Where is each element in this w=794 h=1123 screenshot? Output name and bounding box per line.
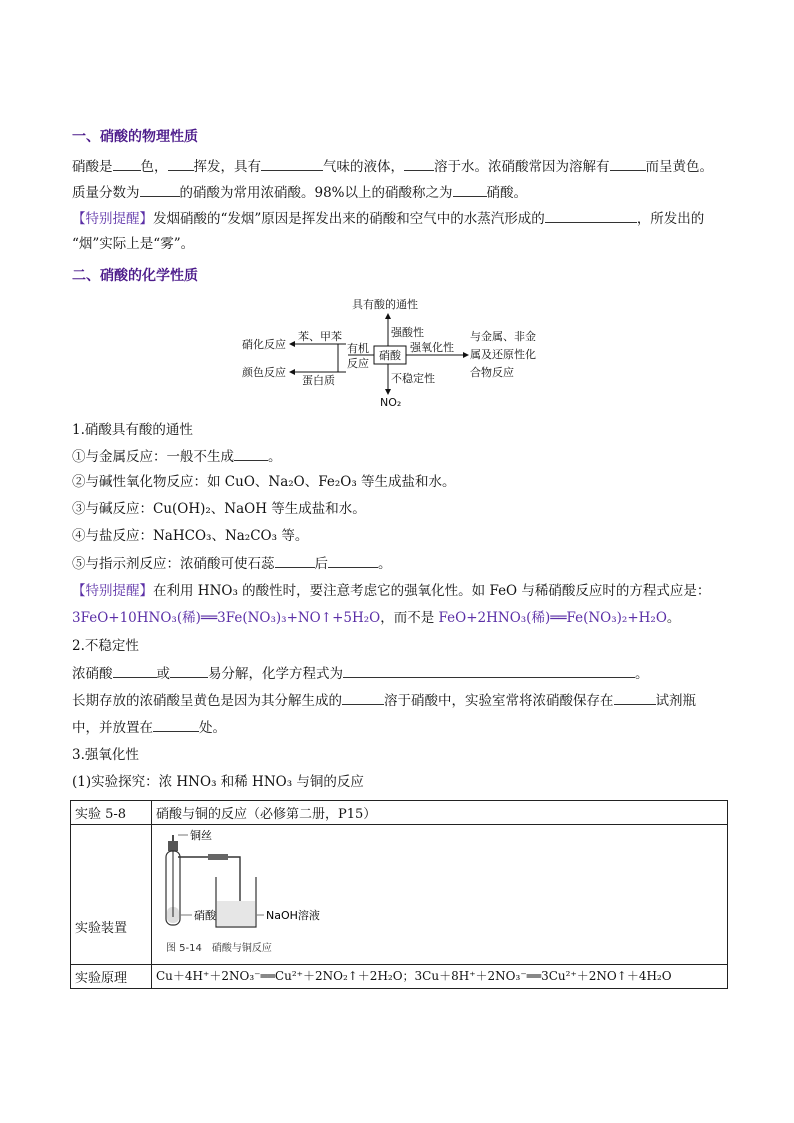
fig-label-naoh: NaOH溶液 xyxy=(266,909,320,922)
correct-equation: 3FeO+10HNO₃(稀)══3Fe(NO₃)₃+NO↑+5H₂O xyxy=(72,610,381,626)
part2-title: 2.不稳定性 xyxy=(72,638,139,654)
blank[interactable] xyxy=(113,663,157,678)
part1-title: 1.硝酸具有酸的通性 xyxy=(72,422,193,438)
diagram-right-text-2: 属及还原性化 xyxy=(470,348,536,361)
table-cell: 实验 5-8 xyxy=(71,801,152,825)
nitric-acid-properties-diagram xyxy=(240,296,560,412)
table-row xyxy=(71,965,728,989)
table-row xyxy=(71,801,728,825)
table-cell: 实验原理 xyxy=(71,965,152,989)
diagram-center: 硝酸 xyxy=(379,349,401,362)
fig-caption: 图 5-14 硝酸与铜反应 xyxy=(166,943,272,954)
diagram-bottom: NO₂ xyxy=(380,396,402,409)
blank[interactable] xyxy=(168,156,194,171)
blank[interactable] xyxy=(113,156,141,171)
part1-item1: ①与金属反应：一般不生成 。 xyxy=(72,446,282,467)
part1-item4: ④与盐反应：NaHCO₃、Na₂CO₃ 等。 xyxy=(72,528,309,544)
apparatus-figure-cell xyxy=(152,825,728,965)
blank[interactable] xyxy=(343,663,635,678)
section2-title: 二、硝酸的化学性质 xyxy=(72,268,198,284)
part2-line2: 长期存放的浓硝酸呈黄色是因为其分解生成的 溶于硝酸中，实验室常将浓硝酸保存在 试剂瓶 xyxy=(72,690,696,711)
diagram-right-text-1: 与金属、非金 xyxy=(470,330,536,343)
section1-tip: 【特别提醒】发烟硝酸的“发烟”原因是挥发出来的硝酸和空气中的水蒸汽形成的 ，所发出的 xyxy=(72,208,704,229)
fig-label-acid: 硝酸 xyxy=(194,909,216,922)
diagram-left-box-1: 有机 xyxy=(347,342,369,355)
diagram-right-text-3: 合物反应 xyxy=(470,366,514,379)
experiment-table xyxy=(70,800,728,989)
diagram-up-label: 强酸性 xyxy=(391,326,424,339)
section1-title: 一、硝酸的物理性质 xyxy=(72,129,198,145)
blank[interactable] xyxy=(234,446,268,461)
apparatus-figure xyxy=(156,827,356,959)
part2-line1: 浓硝酸 或 易分解，化学方程式为 。 xyxy=(72,663,649,684)
tip-label: 【特别提醒】 xyxy=(72,211,153,227)
tip-label: 【特别提醒】 xyxy=(72,583,153,599)
section1-paragraph2: 质量分数为 的硝酸为常用浓硝酸。98%以上的硝酸称之为 硝酸。 xyxy=(72,182,527,203)
diagram-left-1: 硝化反应 xyxy=(242,338,286,351)
blank[interactable] xyxy=(545,208,637,223)
blank[interactable] xyxy=(328,553,378,568)
diagram-down-label: 不稳定性 xyxy=(391,372,435,385)
part1-equation: 3FeO+10HNO₃(稀)══3Fe(NO₃)₃+NO↑+5H₂O，而不是 FeO+2HNO₃(稀)══Fe(NO₃)₂+H₂O。 xyxy=(72,610,681,626)
blank[interactable] xyxy=(610,156,646,171)
blank[interactable] xyxy=(153,717,199,732)
fig-label-wire: 铜丝 xyxy=(190,829,212,842)
part1-item3: ③与碱反应：Cu(OH)₂、NaOH 等生成盐和水。 xyxy=(72,501,366,517)
diagram-right-label: 强氧化性 xyxy=(410,341,454,354)
blank[interactable] xyxy=(614,690,656,705)
blank[interactable] xyxy=(140,182,180,197)
blank[interactable] xyxy=(404,156,434,171)
diagram-left-2: 颜色反应 xyxy=(242,366,286,379)
blank[interactable] xyxy=(275,553,315,568)
part3-title: 3.强氧化性 xyxy=(72,747,139,763)
diagram-left-box-2: 反应 xyxy=(347,357,369,370)
diagram-top: 具有酸的通性 xyxy=(352,298,418,311)
part2-line3: 中，并放置在 处。 xyxy=(72,717,226,738)
part1-tip: 【特别提醒】在利用 HNO₃ 的酸性时，要注意考虑它的强氧化性。如 FeO 与稀硝酸反应时的方程式应是： xyxy=(72,583,711,599)
blank[interactable] xyxy=(342,690,384,705)
table-cell: 实验装置 xyxy=(71,825,152,965)
diagram-left-2-reagent: 蛋白质 xyxy=(302,374,335,387)
blank[interactable] xyxy=(261,156,323,171)
part1-item2: ②与碱性氧化物反应：如 CuO、Na₂O、Fe₂O₃ 等生成盐和水。 xyxy=(72,474,456,490)
blank[interactable] xyxy=(453,182,487,197)
part1-item5: ⑤与指示剂反应：浓硝酸可使石蕊 后 。 xyxy=(72,553,392,574)
part3-sub1: (1)实验探究：浓 HNO₃ 和稀 HNO₃ 与铜的反应 xyxy=(72,774,364,790)
table-cell: 硝酸与铜的反应（必修第二册，P15） xyxy=(152,801,728,825)
section1-paragraph1: 硝酸是 色， 挥发，具有 气味的液体， 溶于水。浓硝酸常因为溶解有 而呈黄色。 xyxy=(72,156,713,177)
table-cell: Cu＋4H⁺＋2NO₃⁻══Cu²⁺＋2NO₂↑＋2H₂O；3Cu＋8H⁺＋2NO₃⁻══3Cu²⁺＋2NO↑＋4H₂O xyxy=(152,965,728,989)
wrong-equation: FeO+2HNO₃(稀)══Fe(NO₃)₂+H₂O xyxy=(438,610,667,626)
diagram-left-1-reagent: 苯、甲苯 xyxy=(298,330,342,343)
table-row xyxy=(71,825,728,965)
blank[interactable] xyxy=(170,663,208,678)
section1-tip-cont: “烟”实际上是“雾”。 xyxy=(72,236,195,252)
